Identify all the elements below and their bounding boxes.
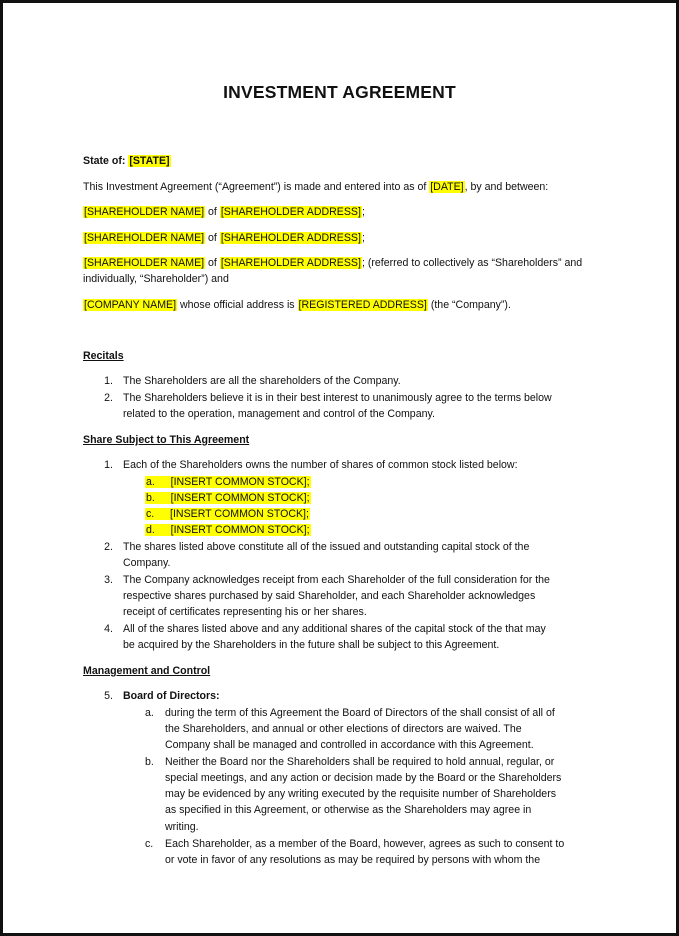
board-subitem-line: the Shareholders, and annual or other elections of directors are waived. The [165,723,522,735]
stock-subitem-letter: d. [146,524,155,536]
state-line [83,154,171,168]
company-after-text: (the “Company”). [427,299,511,311]
board-subitem-line: may be evidenced by any writing executed by the requisite number of Shareholders [165,788,557,800]
party-line-3-cont: individually, “Shareholder”) and [83,273,229,285]
stock-subitem-gap [156,524,170,536]
board-of-directors-heading: Board of Directors: [123,690,220,702]
share-item-line: All of the shares listed above and any additional shares of the capital stock of the that may [123,623,546,635]
stock-placeholder: [INSERT COMMON STOCK]; [170,508,309,520]
stock-subitem-letter: a. [146,476,155,488]
state-placeholder: [STATE] [129,155,170,167]
intro-line [83,180,548,194]
stock-placeholder: [INSERT COMMON STOCK]; [170,492,310,504]
shareholder-address-placeholder: [SHAREHOLDER ADDRESS] [220,206,361,218]
recital-line: related to the operation, management and control of the Company. [123,408,435,420]
share-item-number: 3. [104,574,113,586]
stock-subitem [145,491,311,505]
shareholder-address-placeholder: [SHAREHOLDER ADDRESS] [220,257,361,269]
share-item-line: respective shares purchased by said Shareholder, and each Shareholder acknowledges [123,590,536,602]
shareholder-name-placeholder: [SHAREHOLDER NAME] [84,257,205,269]
share-item-line: Company. [123,557,171,569]
board-subitem-line: Each Shareholder, as a member of the Board, however, agrees as such to consent to [165,838,565,850]
recital-number: 2. [104,392,113,404]
share-item-number: 2. [104,541,113,553]
party-of-text: of [205,206,220,218]
recital-line: The Shareholders believe it is in their best interest to unanimously agree to the terms below [123,392,552,404]
board-subitem-line: or vote in favor of any resolutions as may be required by persons with whom the [165,854,541,866]
board-subitem-line: Neither the Board nor the Shareholders shall be required to hold annual, regular, or [165,756,555,768]
registered-address-placeholder: [REGISTERED ADDRESS] [298,299,427,311]
company-middle-text: whose official address is [177,299,298,311]
share-item-line: be acquired by the Shareholders in the future shall be subject to this Agreement. [123,639,500,651]
stock-subitem-gap [156,492,170,504]
stock-subitem-letter: b. [146,492,155,504]
stock-subitem [145,507,310,521]
company-line [83,298,511,312]
board-subitem-line: during the term of this Agreement the Board of Directors of the shall consist of all of [165,707,555,719]
share-item-line: The Company acknowledges receipt from each Shareholder of the full consideration for the [123,574,550,586]
party-collective-text: ; (referred to collectively as “Shareholders” and [361,257,583,269]
stock-subitem [145,475,311,489]
party-line-2 [83,231,365,245]
board-subitem-line: writing. [165,821,199,833]
party-separator: ; [361,232,365,244]
recitals-heading: Recitals [83,350,124,362]
party-of-text: of [205,257,220,269]
board-subitem-letter: c. [145,838,154,850]
party-line-1 [83,205,365,219]
board-subitem-line: special meetings, and any action or decision made by the Board or the Shareholders [165,772,562,784]
board-subitem-letter: a. [145,707,154,719]
document-title: INVESTMENT AGREEMENT [223,82,456,102]
board-subitem-letter: b. [145,756,154,768]
party-line-3 [83,256,582,270]
stock-subitem-gap [155,508,169,520]
stock-placeholder: [INSERT COMMON STOCK]; [170,476,310,488]
company-name-placeholder: [COMPANY NAME] [84,299,177,311]
board-subitem-line: Company shall be managed and controlled in accordance with this Agreement. [165,739,534,751]
share-item-number: 4. [104,623,113,635]
stock-subitem-letter: c. [146,508,155,520]
recital-number: 1. [104,375,113,387]
stock-subitem-gap [156,476,170,488]
party-of-text: of [205,232,220,244]
date-placeholder: [DATE] [430,181,464,193]
shareholder-address-placeholder: [SHAREHOLDER ADDRESS] [220,232,361,244]
intro-text-before: This Investment Agreement (“Agreement”) is made and entered into as of [83,181,430,193]
board-subitem-line: as specified in this Agreement, or otherwise as the Shareholders may agree in [165,804,532,816]
stock-subitem [145,523,311,537]
intro-text-after: , by and between: [464,181,549,193]
shareholder-name-placeholder: [SHAREHOLDER NAME] [84,206,205,218]
share-item-line: receipt of certificates representing his or her shares. [123,606,367,618]
share-item-line: Each of the Shareholders owns the number of shares of common stock listed below: [123,459,518,471]
management-heading: Management and Control [83,665,211,677]
management-item-number: 5. [104,690,113,702]
shares-heading: Share Subject to This Agreement [83,434,250,446]
recital-line: The Shareholders are all the shareholders of the Company. [123,375,401,387]
state-label: State of: [83,155,126,167]
stock-placeholder: [INSERT COMMON STOCK]; [170,524,310,536]
share-item-number: 1. [104,459,113,471]
party-separator: ; [361,206,365,218]
shareholder-name-placeholder: [SHAREHOLDER NAME] [84,232,205,244]
share-item-line: The shares listed above constitute all of the issued and outstanding capital stock of the [123,541,530,553]
